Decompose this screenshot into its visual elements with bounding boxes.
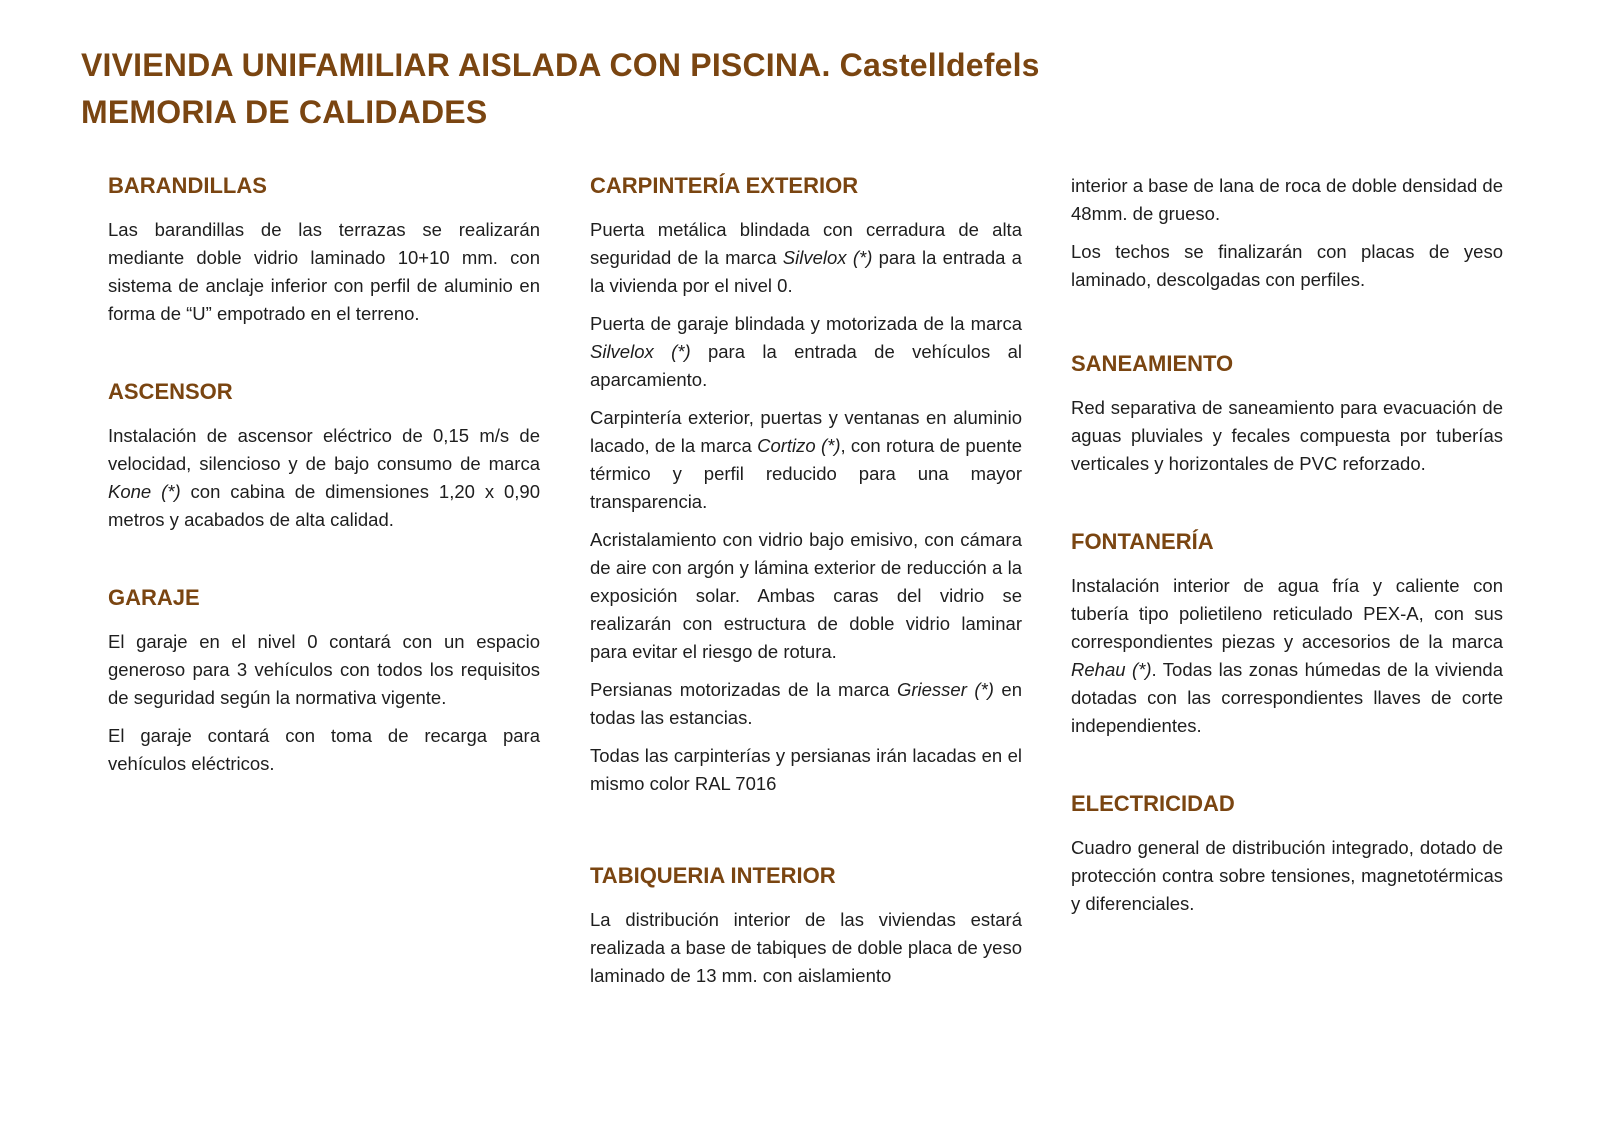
paragraph: Las barandillas de las terrazas se realizarán mediante doble vidrio laminado 10+10 mm. con sistema de anclaje inferior con perfil de aluminio en forma de “U” empotrado en el terreno. xyxy=(108,219,540,324)
paragraph: Instalación interior de agua fría y caliente con tubería tipo polietileno reticulado PEX-A, con sus correspondientes piezas y accesorios de la marca Rehau (*). Todas las zonas húmedas de la vivienda dotadas con las correspondientes llaves de corte independientes. xyxy=(1071,575,1503,736)
section-heading: FONTANERÍA xyxy=(1071,529,1214,554)
section-heading: CARPINTERÍA EXTERIOR xyxy=(590,173,859,198)
section-heading: BARANDILLAS xyxy=(108,173,267,198)
section-tabiqueria-interior xyxy=(590,862,1022,990)
document-title xyxy=(81,42,1040,136)
section-heading: SANEAMIENTO xyxy=(1071,351,1234,376)
section-barandillas xyxy=(108,172,540,328)
section-saneamiento xyxy=(1071,350,1503,478)
title-line-1: VIVIENDA UNIFAMILIAR AISLADA CON PISCINA. Castelldefels xyxy=(81,47,1040,83)
paragraph: Acristalamiento con vidrio bajo emisivo, con cámara de aire con argón y lámina exterior de reducción a la exposición solar. Ambas caras del vidrio se realizarán con estructura de doble vidrio laminar para evitar el riesgo de rotura. xyxy=(590,529,1022,662)
section-ascensor xyxy=(108,378,540,534)
section-heading: ASCENSOR xyxy=(108,379,233,404)
paragraph: La distribución interior de las viviendas estará realizada a base de tabiques de doble placa de yeso laminado de 13 mm. con aislamiento xyxy=(590,909,1022,986)
column-1 xyxy=(108,172,540,778)
column-2 xyxy=(590,172,1022,990)
paragraph: Red separativa de saneamiento para evacuación de aguas pluviales y fecales compuesta por tuberías verticales y horizontales de PVC reforzado. xyxy=(1071,397,1503,474)
brand-name: Griesser (*) xyxy=(896,679,994,700)
brand-name: Silvelox (*) xyxy=(590,341,691,362)
paragraph: El garaje contará con toma de recarga para vehículos eléctricos. xyxy=(108,725,540,774)
brand-name: Silvelox (*) xyxy=(782,247,873,268)
paragraph: Todas las carpinterías y persianas irán lacadas en el mismo color RAL 7016 xyxy=(590,745,1022,794)
section-carpinteria-exterior xyxy=(590,172,1022,798)
section-heading: TABIQUERIA INTERIOR xyxy=(590,863,836,888)
brand-name: Cortizo (*) xyxy=(757,435,841,456)
paragraph: Persianas motorizadas de la marca Griesser (*) en todas las estancias. xyxy=(590,679,1023,728)
paragraph: interior a base de lana de roca de doble densidad de 48mm. de grueso. xyxy=(1071,175,1503,224)
paragraph: Los techos se finalizarán con placas de yeso laminado, descolgadas con perfiles. xyxy=(1071,241,1503,290)
paragraph: Carpintería exterior, puertas y ventanas en aluminio lacado, de la marca Cortizo (*), con rotura de puente térmico y perfil reducido para una mayor transparencia. xyxy=(590,407,1022,512)
paragraph: Puerta de garaje blindada y motorizada de la marca Silvelox (*) para la entrada de vehículos al aparcamiento. xyxy=(590,313,1022,390)
paragraph: El garaje en el nivel 0 contará con un espacio generoso para 3 vehículos con todos los requisitos de seguridad según la normativa vigente. xyxy=(108,631,540,708)
title-line-2: MEMORIA DE CALIDADES xyxy=(81,94,488,130)
column-3 xyxy=(1071,172,1503,918)
paragraph: Cuadro general de distribución integrado, dotado de protección contra sobre tensiones, magnetotérmicas y diferenciales. xyxy=(1071,837,1503,914)
section-fontaneria xyxy=(1071,528,1503,740)
section-heading: ELECTRICIDAD xyxy=(1071,791,1235,816)
section-tabiqueria-continued xyxy=(1071,172,1503,294)
section-electricidad xyxy=(1071,790,1503,918)
section-heading: GARAJE xyxy=(108,585,200,610)
section-garaje xyxy=(108,584,540,778)
brand-name: Rehau (*) xyxy=(1071,659,1152,680)
paragraph: Instalación de ascensor eléctrico de 0,15 m/s de velocidad, silencioso y de bajo consumo de marca Kone (*) con cabina de dimensiones 1,20 x 0,90 metros y acabados de alta calidad. xyxy=(108,425,540,530)
paragraph: Puerta metálica blindada con cerradura de alta seguridad de la marca Silvelox (*) para la entrada a la vivienda por el nivel 0. xyxy=(590,219,1022,296)
brand-name: Kone (*) xyxy=(108,481,181,502)
